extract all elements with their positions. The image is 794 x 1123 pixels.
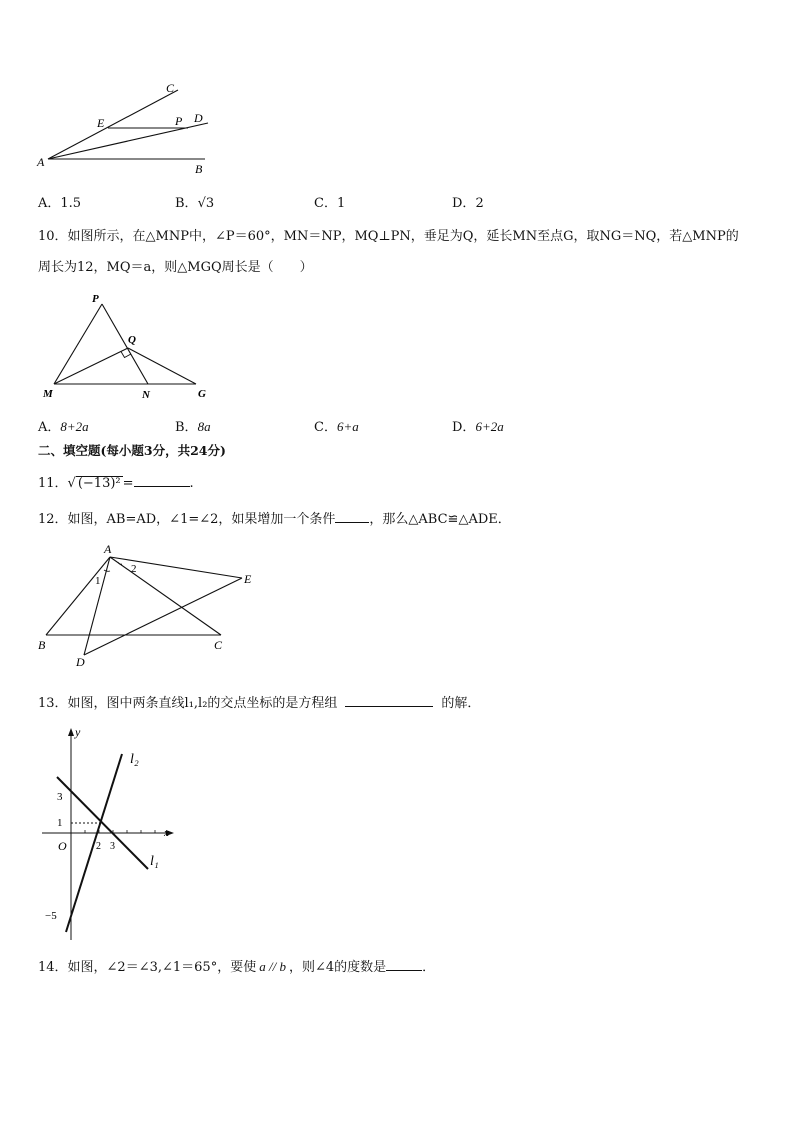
q9-figure <box>30 78 230 178</box>
q13-label-y: y <box>75 725 81 739</box>
q9-label-c: C <box>166 81 175 95</box>
q11-equals: = <box>122 476 134 491</box>
q14-answer-blank[interactable] <box>386 957 422 971</box>
q12-line-ae <box>110 557 242 578</box>
q12-figure <box>34 540 264 670</box>
q13-y-axis-arrow <box>68 728 74 736</box>
q13-label-x: x <box>164 827 169 839</box>
q12-line-ab <box>46 557 110 635</box>
q13-tick-neg5-y: −5 <box>45 910 57 922</box>
q9-option-a: A．1.5 <box>38 196 82 211</box>
q13-answer-blank[interactable] <box>345 693 433 707</box>
section-title-fill-in: 二、填空题(每小题3分，共24分) <box>38 443 226 458</box>
q11-question: 11．√ (−13)² = . <box>38 473 194 493</box>
q10-figure <box>38 290 218 405</box>
q11-number: 11． <box>38 476 68 491</box>
q14-question: 14．如图，∠2＝∠3,∠1＝65°，要使 a // b ，则∠4的度数是 ． <box>38 959 436 975</box>
q10-label-p: P <box>92 293 99 305</box>
q13-tick-1-y: 1 <box>57 817 63 829</box>
q10-question-line1: 10．如图所示，在△MNP中，∠P＝60°，MN＝NP，MQ⊥PN，垂足为Q，延长MN至点G，取NG＝NQ，若△MNP的 <box>38 229 739 244</box>
q10-label-m: M <box>43 388 53 400</box>
q11-radicand: (−13)² <box>77 476 121 491</box>
q12-label-one: 1 <box>95 575 101 587</box>
q10-option-d: D．6+2a <box>452 419 504 435</box>
q10-option-c: C．6+a <box>314 419 359 435</box>
q12-label-e: E <box>244 572 252 586</box>
q12-answer-blank[interactable] <box>335 509 369 523</box>
q13-tick-3-y: 3 <box>57 791 63 803</box>
q10-option-b: B．8a <box>175 419 211 435</box>
q11-sqrt-sign: √ <box>67 476 76 491</box>
q12-label-two: 2 <box>131 563 137 575</box>
q12-label-a: A <box>104 542 112 556</box>
q12-question: 12．如图，AB=AD，∠1=∠2，如果增加一个条件 ，那么△ABC≌△ADE． <box>38 509 511 529</box>
q12-label-b: B <box>38 638 46 652</box>
q10-option-a: A．8+2a <box>38 419 89 435</box>
q9-option-b: B．√3 <box>175 196 215 211</box>
q9-label-b: B <box>195 162 203 176</box>
q10-label-q: Q <box>128 334 136 346</box>
q9-label-d: D <box>194 111 203 125</box>
q10-question-line2: 周长为12，MQ＝a，则△MGQ周长是（ ） <box>38 260 313 275</box>
q12-angle-arc-2 <box>118 562 122 564</box>
q13-label-o: O <box>58 839 67 853</box>
q10-label-g: G <box>198 388 206 400</box>
q10-line-pn <box>102 304 148 384</box>
q9-line-ac <box>48 90 178 159</box>
q13-question: 13．如图，图中两条直线l₁,l₂的交点坐标的是方程组 的解． <box>38 693 480 713</box>
q11-answer-blank[interactable] <box>134 473 190 487</box>
q9-label-p: P <box>175 114 183 128</box>
q10-label-n: N <box>142 389 150 401</box>
q12-line-ad <box>84 557 110 655</box>
q12-label-c: C <box>214 638 223 652</box>
q13-tick-2-x: 2 <box>96 841 101 852</box>
q13-label-l2: l₂ <box>130 752 139 767</box>
q12-label-d: D <box>76 655 85 669</box>
q13-graph <box>40 722 190 944</box>
q14-parallel-expr: a // b <box>259 959 286 974</box>
q9-label-e: E <box>97 116 105 130</box>
q13-label-l1: l₁ <box>150 854 159 869</box>
q9-option-d: D．2 <box>452 196 484 211</box>
q9-label-a: A <box>37 155 45 169</box>
q9-option-c: C．1 <box>314 196 346 211</box>
q13-tick-3-x: 3 <box>110 841 115 852</box>
